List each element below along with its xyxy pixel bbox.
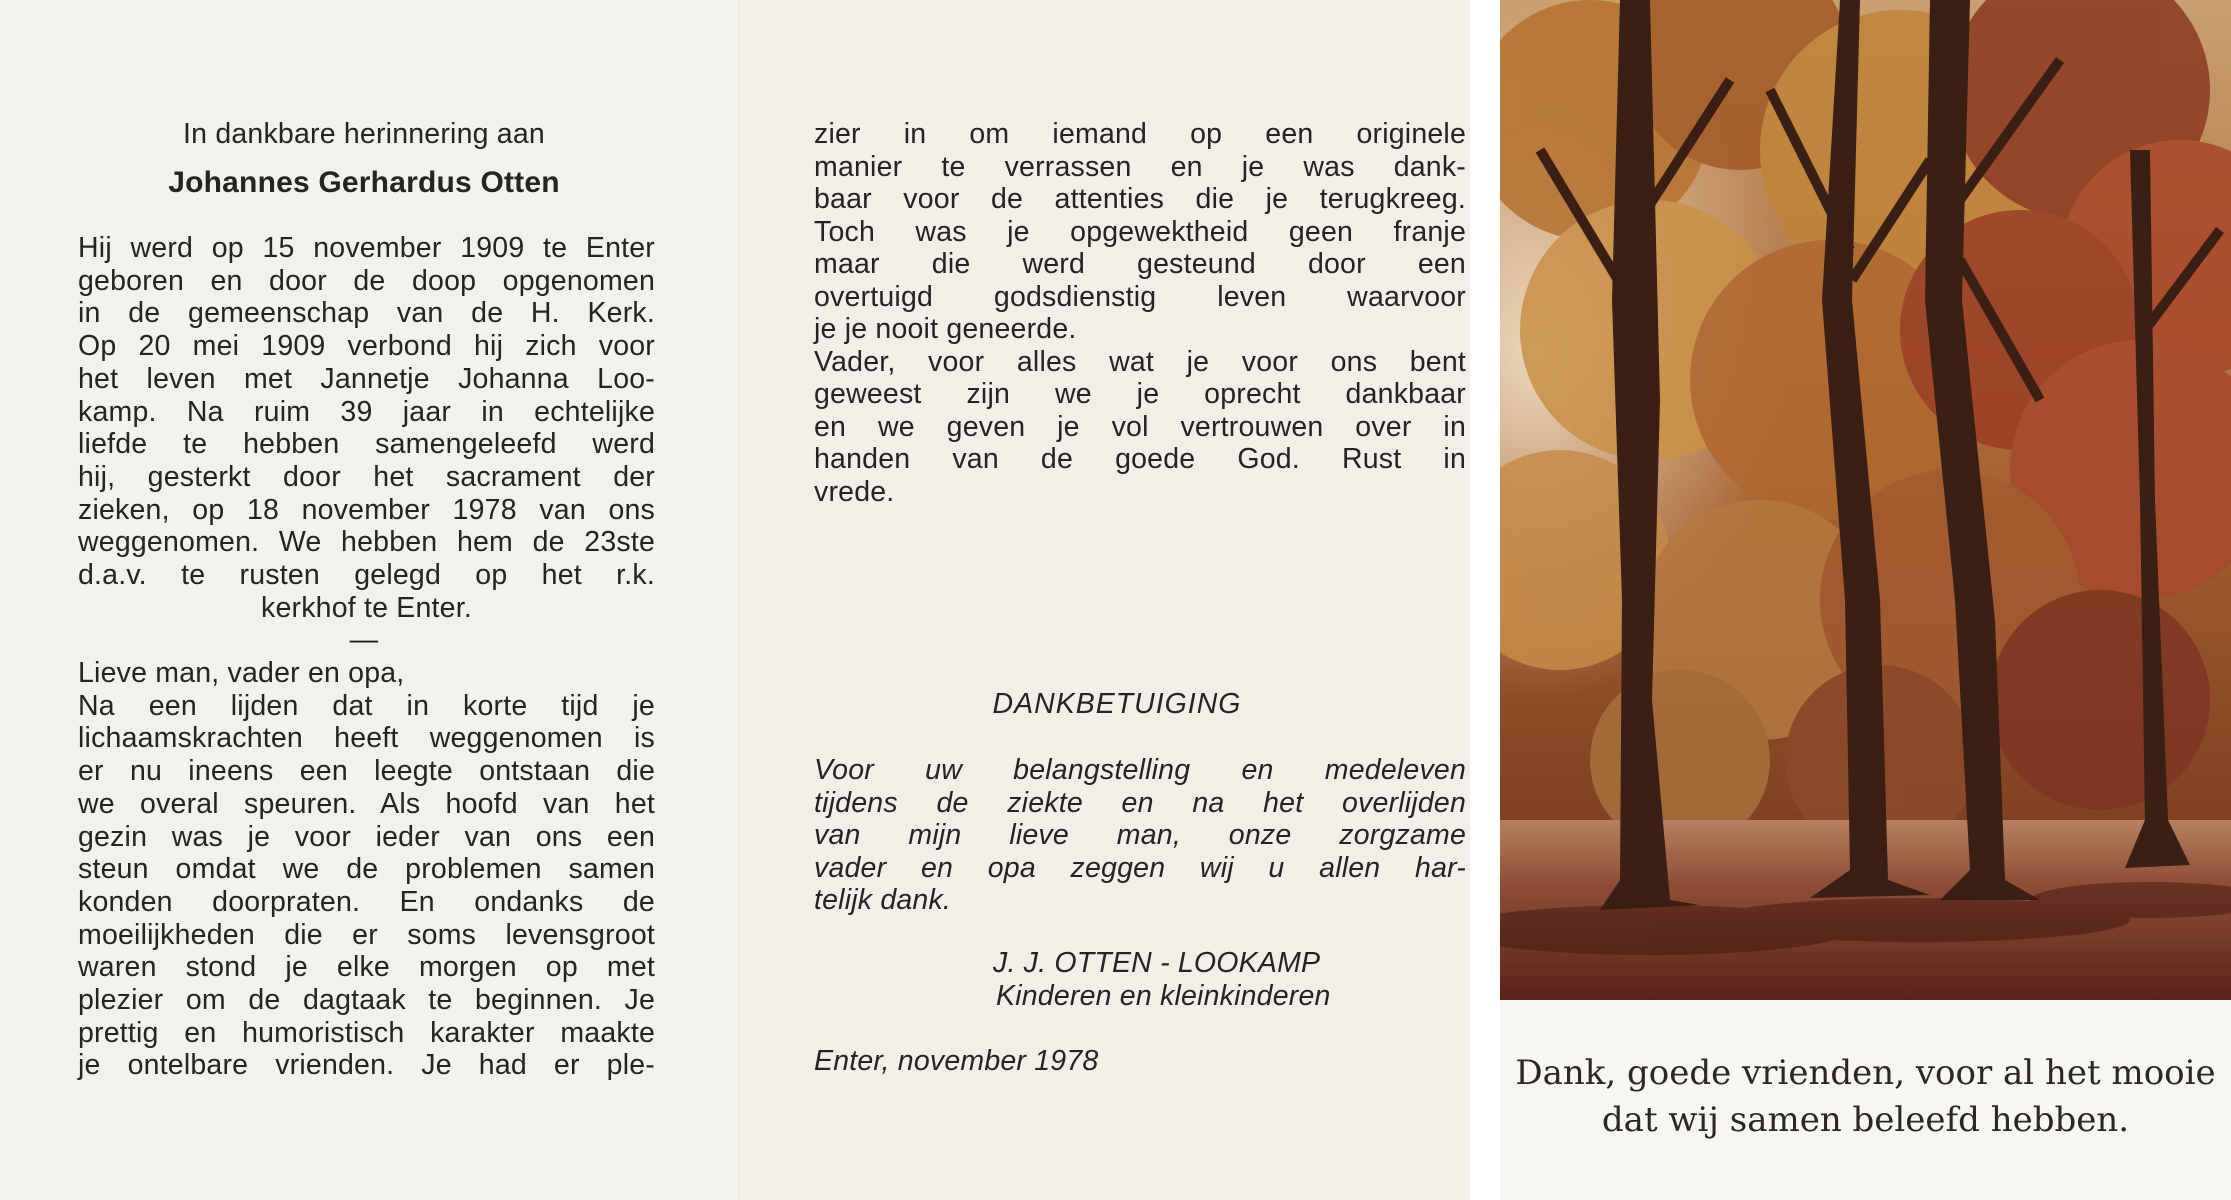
bio-line: Hij werd op 15 november 1909 te Enter <box>78 232 655 264</box>
signature-name: J. J. OTTEN - LOOKAMP <box>993 947 1321 979</box>
continuation-line: baar voor de attenties die je terugkreeg. <box>814 183 1466 215</box>
letter-line: moeilijkheden die er soms levensgroot <box>78 918 655 951</box>
bio-line: in de gemeenschap van de H. Kerk. <box>78 297 655 330</box>
continuation-line: manier te verrassen en je was dank- <box>814 150 1466 183</box>
card-right-panel <box>1500 0 2231 1200</box>
bio-line: liefde te hebben samengeleefd werd <box>78 428 655 461</box>
bio-line: hij, gesterkt door het sacrament der <box>78 460 655 493</box>
continuation-line: vrede. <box>814 475 895 508</box>
signature-family: Kinderen en kleinkinderen <box>996 980 1331 1012</box>
card-left-panel <box>0 0 740 1200</box>
thanks-line: Voor uw belangstelling en medeleven <box>814 754 1466 786</box>
letter-line: je ontelbare vrienden. Je had er ple- <box>78 1049 655 1082</box>
thanks-line: tijdens de ziekte en na het overlijden <box>814 786 1466 819</box>
continuation-line: en we geven je vol vertrouwen over in <box>814 410 1466 443</box>
letter-line: prettig en humoristisch karakter maakte <box>78 1016 655 1049</box>
continuation-line: handen van de goede God. Rust in <box>814 443 1466 475</box>
bio-line: weggenomen. We hebben hem de 23ste <box>78 526 655 559</box>
deceased-name: Johannes Gerhardus Otten <box>168 166 560 199</box>
forest-illustration <box>1500 0 2231 1000</box>
bio-line: Op 20 mei 1909 verbond hij zich voor <box>78 330 655 363</box>
continuation-line: Toch was je opgewektheid geen franje <box>814 215 1466 248</box>
bio-line: d.a.v. te rusten gelegd op het r.k. <box>78 559 655 591</box>
letter-line: waren stond je elke morgen op met <box>78 951 655 984</box>
continuation-line: Vader, voor alles wat je voor ons bent <box>814 345 1466 378</box>
bio-line: kamp. Na ruim 39 jaar in echtelijke <box>78 395 655 428</box>
letter-line: gezin was je voor ieder van ons een <box>78 820 655 853</box>
letter-line: lichaamskrachten heeft weggenomen is <box>78 722 655 755</box>
continuation-line: geweest zijn we je oprecht dankbaar <box>814 378 1466 410</box>
card-middle-panel <box>740 0 1470 1200</box>
letter-line: Na een lijden dat in korte tijd je <box>78 689 655 722</box>
thanks-line: telijk dank. <box>814 884 952 916</box>
bio-line: zieken, op 18 november 1978 van ons <box>78 493 655 526</box>
autumn-forest-photo <box>1500 0 2231 1000</box>
photo-caption <box>1500 1050 2231 1144</box>
continuation-line: je je nooit geneerde. <box>814 313 1077 345</box>
letter-line: plezier om de dagtaak te beginnen. Je <box>78 984 655 1016</box>
caption-line-2: dat wij samen beleefd hebben. <box>1601 1100 2130 1140</box>
letter-line: er nu ineens een leegte ontstaan die <box>78 755 655 788</box>
letter-line: Lieve man, vader en opa, <box>78 657 405 689</box>
intro-text: In dankbare herinnering aan <box>183 118 545 150</box>
continuation-line: zier in om iemand op een originele <box>814 118 1466 150</box>
bio-line: kerkhof te Enter. <box>261 591 472 624</box>
thanks-line: vader en opa zeggen wij u allen har- <box>814 851 1466 884</box>
panel-gap <box>1470 0 1500 1200</box>
letter-line: we overal speuren. Als hoofd van het <box>78 787 655 820</box>
bio-line: het leven met Jannetje Johanna Loo- <box>78 362 655 395</box>
separator-dash: — <box>349 624 379 656</box>
acknowledgement-heading: DANKBETUIGING <box>992 688 1242 720</box>
letter-line: steun omdat we de problemen samen <box>78 853 655 886</box>
continuation-line: maar die werd gesteund door een <box>814 248 1466 280</box>
letter-line: konden doorpraten. En ondanks de <box>78 885 655 918</box>
bio-line: geboren en door de doop opgenomen <box>78 264 655 297</box>
continuation-line: overtuigd godsdienstig leven waarvoor <box>814 280 1466 313</box>
thanks-line: van mijn lieve man, onze zorgzame <box>814 819 1466 851</box>
caption-line-1: Dank, goede vrienden, voor al het mooie <box>1515 1053 2216 1093</box>
place-date: Enter, november 1978 <box>814 1045 1099 1077</box>
